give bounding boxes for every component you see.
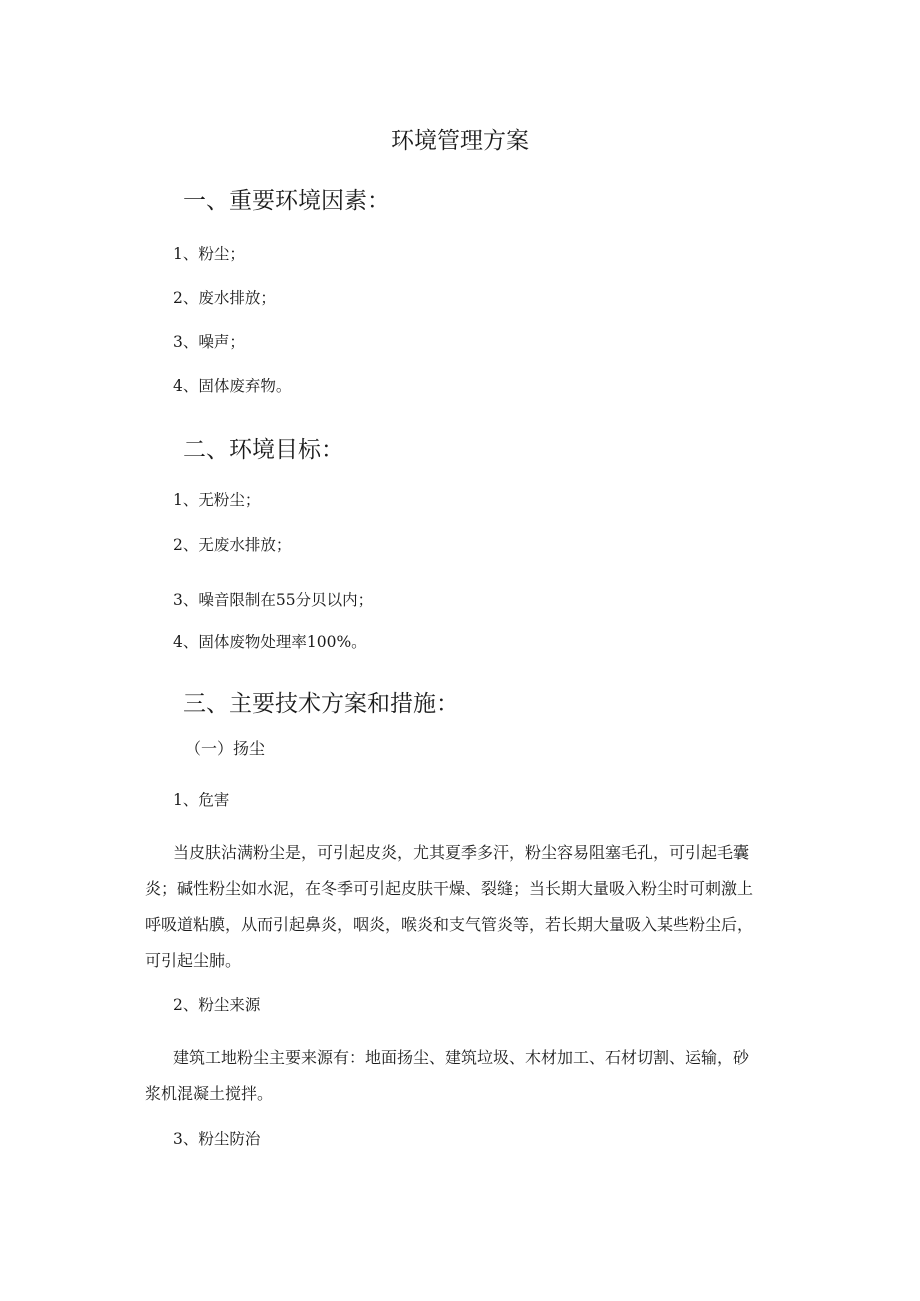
harm-line-4: 可引起尘肺。 <box>145 951 242 970</box>
harm-heading: 1、危害 <box>173 791 230 809</box>
section1-item-1: 1、粉尘； <box>173 245 245 263</box>
source-line-1: 建筑工地粉尘主要来源有：地面扬尘、建筑垃圾、木材加工、石材切割、运输，砂 <box>173 1048 750 1067</box>
harm-line-1: 当皮肤沾满粉尘是，可引起皮炎，尤其夏季多汗，粉尘容易阻塞毛孔，可引起毛囊 <box>173 843 750 862</box>
document-title: 环境管理方案 <box>391 128 529 154</box>
section3-subheading: （一）扬尘 <box>185 739 266 758</box>
harm-line-3: 呼吸道粘膜，从而引起鼻炎，咽炎，喉炎和支气管炎等，若长期大量吸入某些粉尘后， <box>145 915 754 934</box>
source-heading: 2、粉尘来源 <box>173 996 261 1014</box>
section1-item-2: 2、废水排放； <box>173 289 276 307</box>
section1-heading: 一、重要环境因素： <box>183 188 390 214</box>
section2-heading: 二、环境目标： <box>183 437 344 463</box>
section2-item-4: 4、固体废物处理率100%。 <box>173 633 367 651</box>
source-line-2: 浆机混凝土搅拌。 <box>145 1084 274 1103</box>
section3-heading: 三、主要技术方案和措施： <box>183 691 459 717</box>
section2-item-2: 2、无废水排放； <box>173 536 292 554</box>
prevention-heading: 3、粉尘防治 <box>173 1130 261 1148</box>
section1-item-4: 4、固体废弃物。 <box>173 377 292 395</box>
source-paragraph <box>145 1040 798 1112</box>
section2-item-1: 1、无粉尘； <box>173 491 261 509</box>
harm-paragraph <box>145 835 798 979</box>
section2-item-3: 3、噪音限制在55分贝以内； <box>173 591 374 609</box>
harm-line-2: 炎；碱性粉尘如水泥，在冬季可引起皮肤干燥、裂缝；当长期大量吸入粉尘时可刺激上 <box>145 879 754 898</box>
section1-item-3: 3、噪声； <box>173 333 245 351</box>
